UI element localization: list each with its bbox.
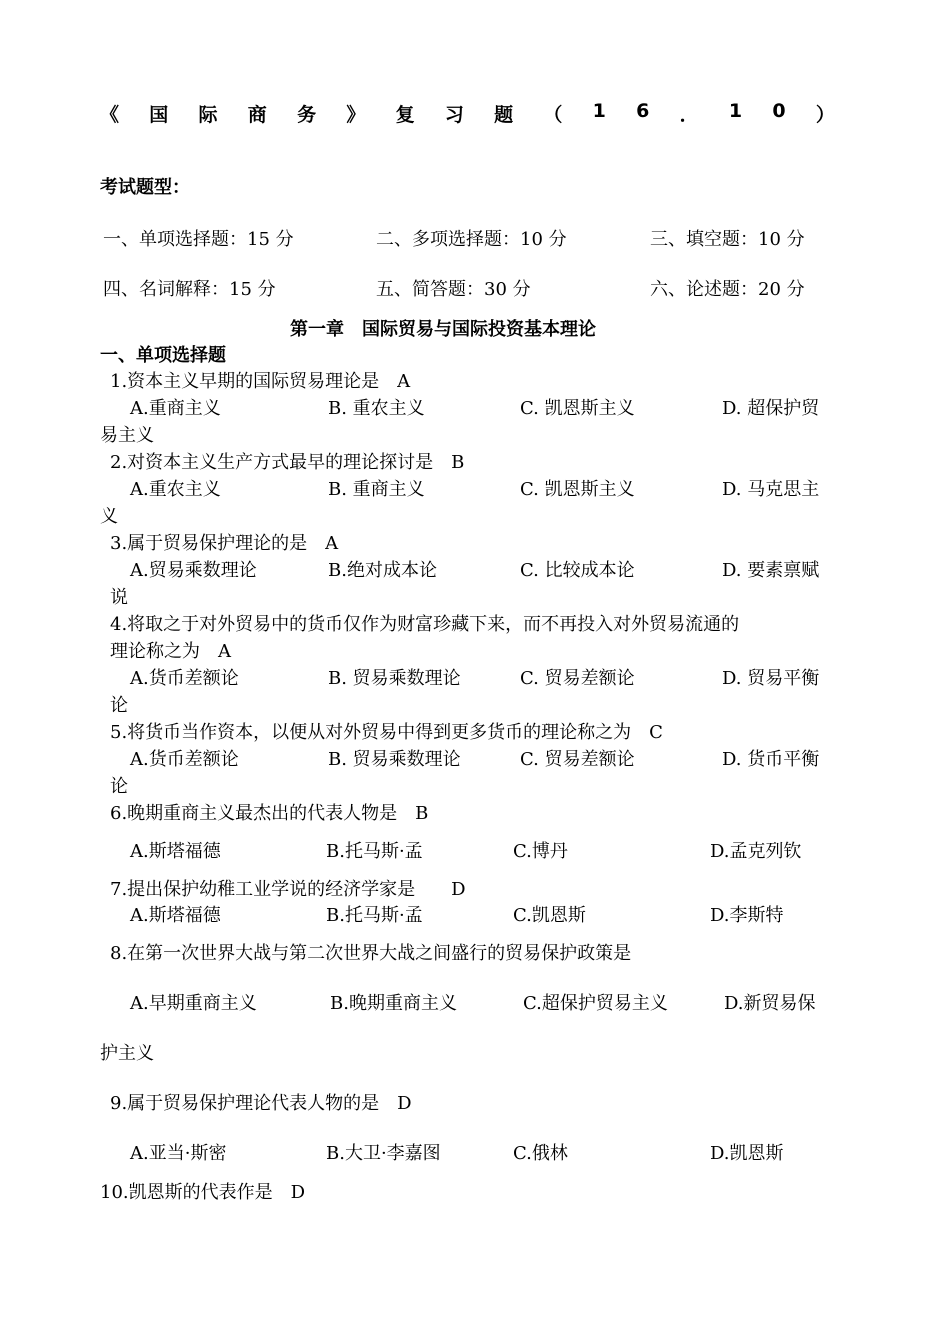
- question-option: A.亚当·斯密: [130, 1143, 227, 1164]
- question-option: C. 贸易差额论: [520, 749, 635, 770]
- question-option: C.超保护贸易主义: [523, 993, 668, 1014]
- question-option: B.绝对成本论: [328, 560, 437, 581]
- exam-type-item: 二、多项选择题：10 分: [376, 229, 567, 250]
- question-option: D.孟克列钦: [710, 841, 802, 862]
- question-option: D.李斯特: [710, 905, 784, 926]
- question-option: C. 比较成本论: [520, 560, 635, 581]
- section-title: 一、单项选择题: [100, 345, 226, 366]
- question-option-wrap: 易主义: [100, 425, 154, 446]
- exam-types-heading: 考试题型：: [100, 177, 190, 198]
- question-option: C.博丹: [513, 841, 568, 862]
- question-option: B.晚期重商主义: [330, 993, 457, 1014]
- question-stem: 7.提出保护幼稚工业学说的经济学家是 D: [110, 879, 466, 900]
- question-stem: 9.属于贸易保护理论代表人物的是 D: [110, 1093, 412, 1114]
- question-stem-continued: 理论称之为 A: [110, 641, 231, 662]
- question-stem: 10.凯恩斯的代表作是 D: [100, 1182, 306, 1203]
- question-option: A.贸易乘数理论: [130, 560, 257, 581]
- question-option: B. 重农主义: [328, 398, 425, 419]
- question-option: B.大卫·李嘉图: [326, 1143, 441, 1164]
- question-option: A.斯塔福德: [130, 905, 221, 926]
- question-option: A.斯塔福德: [130, 841, 221, 862]
- question-option: D. 超保护贸: [722, 398, 820, 419]
- question-option-wrap: 义: [100, 506, 118, 527]
- question-option: A.货币差额论: [130, 749, 239, 770]
- question-option: C.俄林: [513, 1143, 568, 1164]
- question-stem: 2.对资本主义生产方式最早的理论探讨是 B: [110, 452, 465, 473]
- document-title: 《 国 际 商 务 》 复 习 题 （ 1 6 ． 1 0 ）: [100, 100, 835, 126]
- question-stem: 5.将货币当作资本，以便从对外贸易中得到更多货币的理论称之为 C: [110, 722, 663, 743]
- question-option: D.新贸易保: [724, 993, 816, 1014]
- question-option: A.早期重商主义: [130, 993, 257, 1014]
- question-option-wrap: 论: [110, 695, 128, 716]
- question-option-wrap: 说: [110, 587, 128, 608]
- question-option: B. 重商主义: [328, 479, 425, 500]
- exam-type-item: 五、简答题：30 分: [376, 279, 531, 300]
- question-option: D.凯恩斯: [710, 1143, 784, 1164]
- exam-type-item: 一、单项选择题：15 分: [103, 229, 294, 250]
- question-option-wrap: 论: [110, 776, 128, 797]
- question-option: D. 要素禀赋: [722, 560, 820, 581]
- question-option: B.托马斯·孟: [326, 905, 423, 926]
- question-stem: 3.属于贸易保护理论的是 A: [110, 533, 339, 554]
- question-option: A.重农主义: [130, 479, 221, 500]
- chapter-title: 第一章 国际贸易与国际投资基本理论: [290, 319, 596, 340]
- question-option: C. 贸易差额论: [520, 668, 635, 689]
- question-option: C.凯恩斯: [513, 905, 586, 926]
- question-option: D. 货币平衡: [722, 749, 820, 770]
- question-option: B. 贸易乘数理论: [328, 749, 461, 770]
- exam-type-item: 四、名词解释：15 分: [103, 279, 276, 300]
- exam-type-item: 三、填空题：10 分: [650, 229, 805, 250]
- question-option: C. 凯恩斯主义: [520, 479, 635, 500]
- question-stem: 1.资本主义早期的国际贸易理论是 A: [110, 371, 411, 392]
- question-option: A.重商主义: [130, 398, 221, 419]
- question-option-wrap: 护主义: [100, 1043, 154, 1064]
- question-stem: 6.晚期重商主义最杰出的代表人物是 B: [110, 803, 429, 824]
- question-option: D. 贸易平衡: [722, 668, 820, 689]
- question-option: C. 凯恩斯主义: [520, 398, 635, 419]
- question-stem: 4.将取之于对外贸易中的货币仅作为财富珍藏下来，而不再投入对外贸易流通的: [110, 614, 740, 635]
- question-option: D. 马克思主: [722, 479, 820, 500]
- exam-type-item: 六、论述题：20 分: [650, 279, 805, 300]
- question-option: B.托马斯·孟: [326, 841, 423, 862]
- question-stem: 8.在第一次世界大战与第二次世界大战之间盛行的贸易保护政策是: [110, 943, 632, 964]
- question-option: B. 贸易乘数理论: [328, 668, 461, 689]
- question-option: A.货币差额论: [130, 668, 239, 689]
